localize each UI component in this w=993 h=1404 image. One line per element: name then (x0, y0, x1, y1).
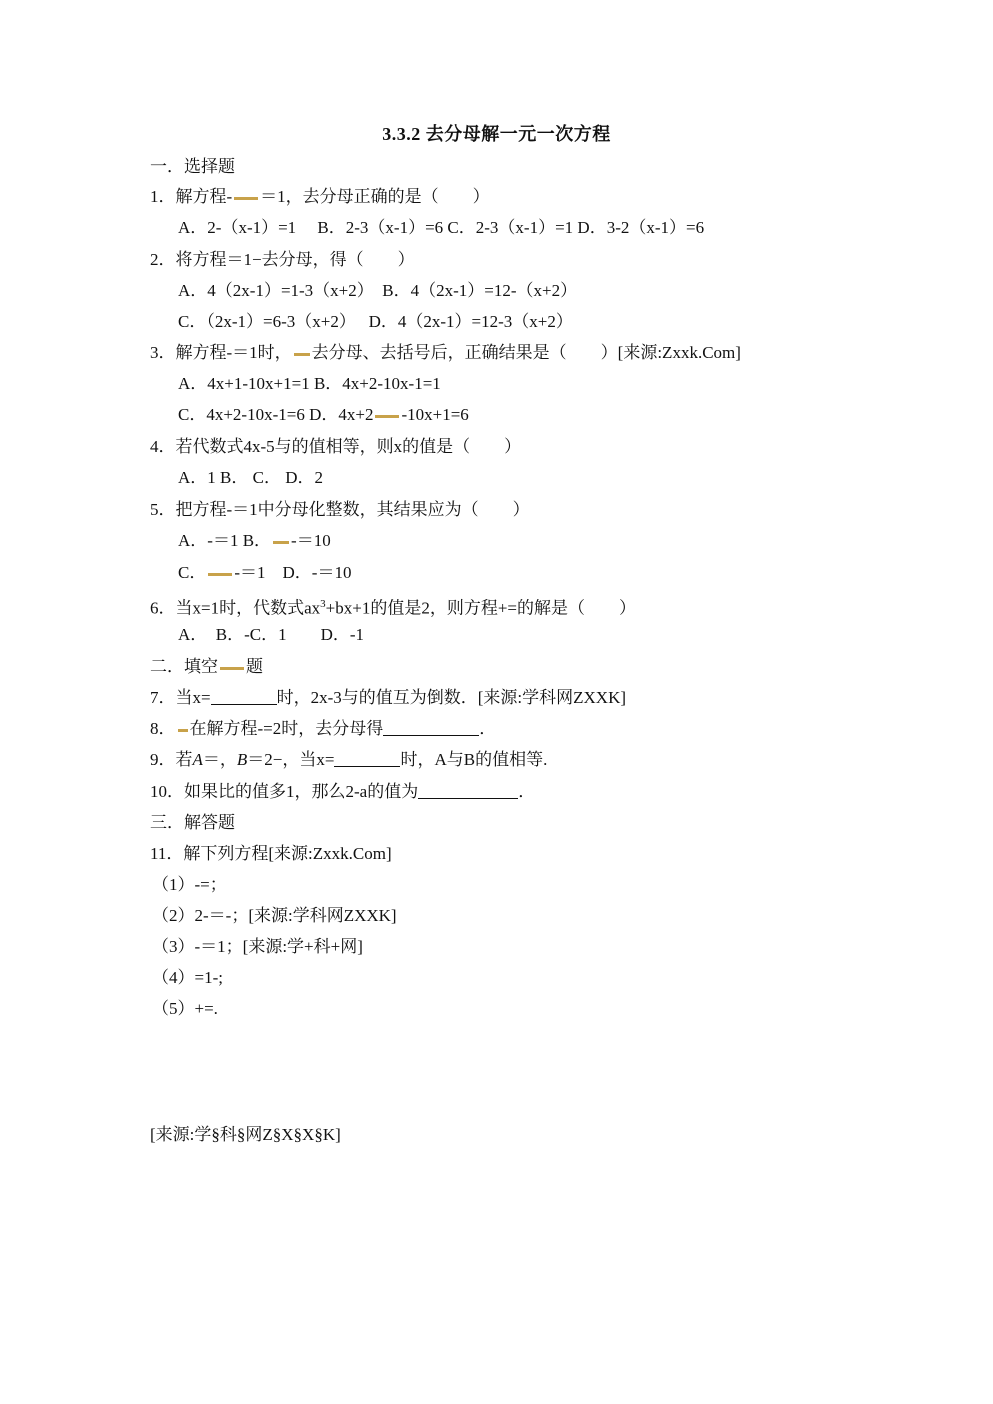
exponent: 3 (320, 598, 326, 610)
highlight-mark (208, 573, 232, 576)
question-3-option-a: C．4x+2-10x-1=6 D．4x+2 (178, 405, 374, 424)
source-footer: [来源:学§科§网Z§X§X§K] (150, 1125, 341, 1144)
highlight-mark (234, 197, 258, 200)
question-8-text-a: 8． (150, 719, 176, 738)
highlight-mark (220, 667, 244, 670)
question-1-stem-b: ＝1，去分母正确的是（ ） (260, 187, 490, 206)
question-2-options-row2: C．（2x-1）=6-3（x+2） D．4（2x-1）=12-3（x+2） (178, 312, 573, 331)
question-5-option-d: -＝1 D．-＝10 (234, 563, 352, 582)
question-11-item: （4）=1-; (152, 968, 223, 987)
question-11-item: （2）2-＝-；[来源:学科网ZXXK] (152, 906, 397, 925)
answer-blank[interactable] (211, 688, 277, 705)
question-6-stem-a: 6．当x=1时，代数式ax (150, 598, 321, 618)
highlight-mark (294, 353, 310, 356)
question-5: 5．把方程-＝1中分母化整数，其结果应为（ ） (150, 500, 530, 519)
answer-blank[interactable] (418, 782, 518, 799)
highlight-mark (273, 541, 289, 544)
question-6-stem-b: +bx+1的值是2，则方程+=的解是（ ） (325, 598, 636, 618)
section-heading-answer: 三．解答题 (150, 813, 235, 832)
question-9-text-a: 9．若 (150, 750, 193, 769)
question-8 (150, 717, 496, 741)
question-4-options: A．1 B． C． D．2 (178, 468, 323, 487)
question-10-text-b: ． (518, 782, 536, 801)
question-9-text-d: 时，A与B的值相等. (400, 750, 548, 769)
question-11: 11．解下列方程[来源:Zxxk.Com] (150, 844, 392, 863)
variable-b: B (236, 750, 248, 769)
question-5-options-row2 (178, 561, 351, 585)
question-8-text-c: ． (479, 719, 497, 738)
question-1-options: A．2-（x-1）=1 B．2-3（x-1）=6 C．2-3（x-1）=1 D．3-2（x-1）=6 (178, 218, 705, 237)
question-5-option-a: A．-＝1 B． (178, 531, 272, 550)
variable-a: A (192, 750, 203, 769)
answer-blank[interactable] (383, 719, 479, 736)
question-5-options-row1 (178, 529, 331, 553)
highlight-mark (178, 729, 188, 732)
question-10 (150, 780, 535, 804)
question-9 (150, 748, 547, 772)
section-2-label-b: 题 (246, 657, 263, 676)
highlight-mark (375, 415, 399, 418)
section-heading-fill (150, 655, 263, 679)
question-3-stem-a: 3．解方程-＝1时， (150, 343, 292, 362)
question-2: 2．将方程＝1−去分母，得（ ） (150, 250, 415, 269)
question-3-options-row2 (178, 403, 469, 427)
question-7 (150, 686, 626, 710)
question-10-text-a: 10．如果比的值多1，那么2-a的值为 (150, 782, 419, 801)
answer-blank[interactable] (334, 750, 400, 767)
question-1-stem-a: 1．解方程- (150, 187, 233, 206)
question-3-stem-b: 去分母、去括号后，正确结果是（ ）[来源:Zxxk.Com] (311, 343, 741, 362)
question-3 (150, 341, 741, 365)
question-6 (150, 592, 636, 621)
question-1 (150, 185, 490, 209)
question-5-option-c: C． (178, 563, 207, 582)
question-9-text-c: ＝2−，当x= (247, 750, 335, 769)
question-11-item: （3）-＝1；[来源:学+科+网] (152, 937, 363, 956)
question-5-option-b: -＝10 (291, 531, 331, 550)
question-8-text-b: 在解方程-=2时，去分母得 (189, 719, 384, 738)
page-title: 3.3.2 去分母解一元一次方程 (382, 124, 611, 144)
question-7-text-a: 7．当x= (150, 688, 211, 707)
question-6-options: A． B．-C．1 D．-1 (178, 625, 365, 644)
question-11-item: （1）-=； (152, 875, 227, 894)
section-heading-choice: 一．选择题 (150, 157, 235, 176)
question-7-text-b: 时，2x-3与的值互为倒数．[来源:学科网ZXXK] (276, 688, 627, 707)
question-3-options-row1: A．4x+1-10x+1=1 B．4x+2-10x-1=1 (178, 374, 441, 393)
question-11-item: （5）+=. (152, 999, 218, 1018)
section-2-label-a: 二．填空 (150, 657, 218, 676)
question-9-text-b: ＝， (202, 750, 237, 769)
question-4: 4．若代数式4x-5与的值相等，则x的值是（ ） (150, 437, 522, 456)
question-2-options-row1: A．4（2x-1）=1-3（x+2） B．4（2x-1）=12-（x+2） (178, 281, 578, 300)
question-3-option-b: -10x+1=6 (401, 405, 469, 424)
